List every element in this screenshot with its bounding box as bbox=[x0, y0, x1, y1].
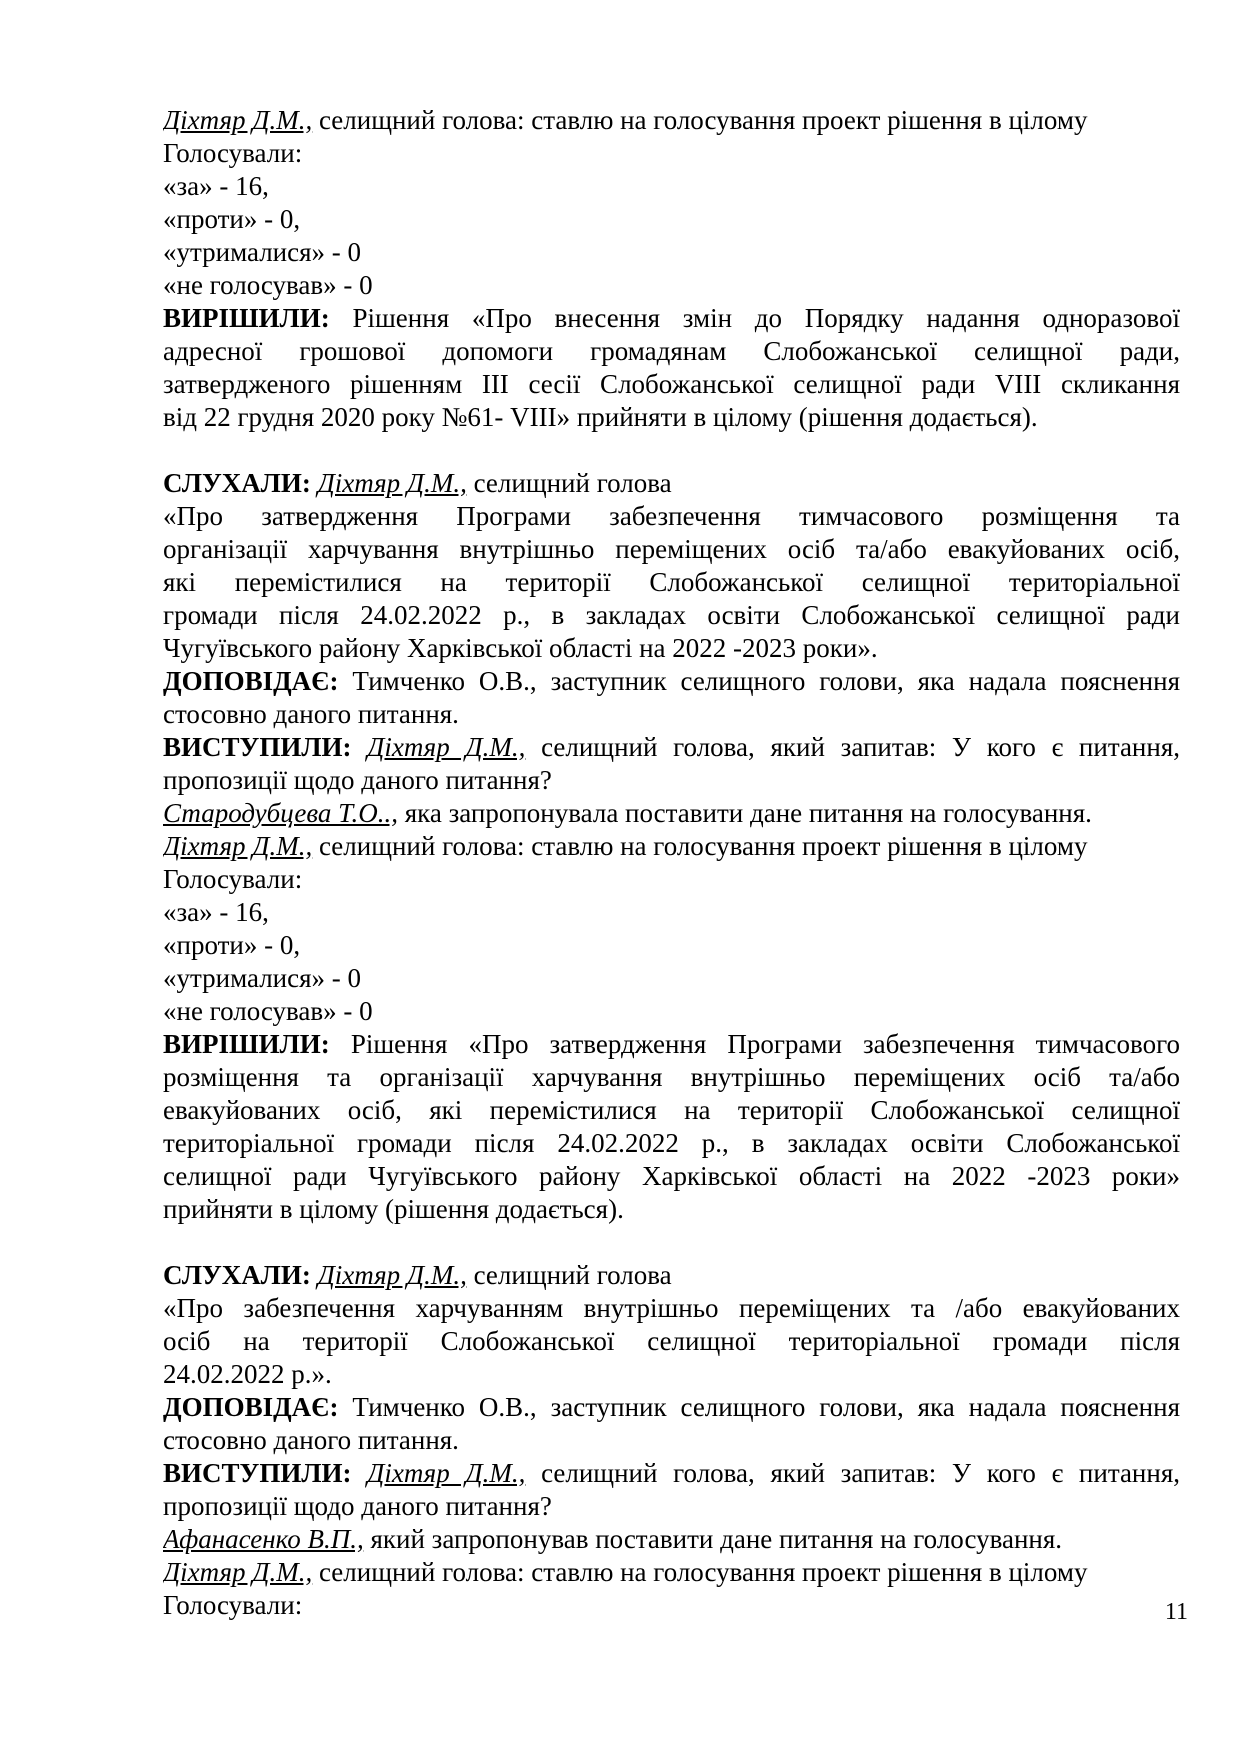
person-name: Діхтяр Д.М., bbox=[163, 831, 313, 861]
line-text: пропозиції щодо даного питання? bbox=[163, 1491, 552, 1521]
document-line bbox=[163, 1523, 1180, 1556]
paragraph-gap bbox=[163, 434, 1180, 467]
paragraph-gap bbox=[163, 1226, 1180, 1259]
line-text: 24.02.2022 р.». bbox=[163, 1359, 332, 1389]
document-line bbox=[163, 1127, 1180, 1160]
document-line bbox=[163, 467, 1180, 500]
document-line bbox=[163, 1358, 1180, 1391]
document-line bbox=[163, 269, 1180, 302]
line-text: «утрималися» - 0 bbox=[163, 963, 362, 993]
line-text: селищний голова, який запитав: У кого є питання, bbox=[525, 732, 1180, 762]
line-text: «не голосував» - 0 bbox=[163, 996, 373, 1026]
section-label: СЛУХАЛИ: bbox=[163, 1260, 311, 1290]
document-line bbox=[163, 929, 1180, 962]
person-name: Діхтяр Д.М., bbox=[317, 1260, 467, 1290]
line-text: селищний голова, який запитав: У кого є питання, bbox=[525, 1458, 1180, 1488]
line-text: «за» - 16, bbox=[163, 171, 269, 201]
line-text: розміщення та організації харчування внутрішньо переміщених осіб та/або bbox=[163, 1062, 1180, 1092]
document-line bbox=[163, 500, 1180, 533]
line-text: евакуйованих осіб, які перемістилися на території Слобожанської селищної bbox=[163, 1095, 1180, 1125]
line-text: «за» - 16, bbox=[163, 897, 269, 927]
document-line bbox=[163, 236, 1180, 269]
document-line bbox=[163, 698, 1180, 731]
document-line bbox=[163, 599, 1180, 632]
document-line bbox=[163, 731, 1180, 764]
document-line bbox=[163, 1391, 1180, 1424]
line-text: стосовно даного питання. bbox=[163, 699, 459, 729]
document-line bbox=[163, 137, 1180, 170]
line-text: адресної грошової допомоги громадянам Слобожанської селищної ради, bbox=[163, 336, 1180, 366]
document-line bbox=[163, 962, 1180, 995]
line-text: селищний голова: ставлю на голосування проект рішення в цілому bbox=[312, 105, 1088, 135]
line-text: громади після 24.02.2022 р., в закладах освіти Слобожанської селищної ради bbox=[163, 600, 1180, 630]
line-text: Чугуївського району Харківської області на 2022 -2023 роки». bbox=[163, 633, 878, 663]
person-name: Діхтяр Д.М., bbox=[163, 105, 313, 135]
document-line bbox=[163, 533, 1180, 566]
document-line bbox=[163, 1424, 1180, 1457]
line-text: селищної ради Чугуївського району Харківської області на 2022 -2023 роки» bbox=[163, 1161, 1180, 1191]
person-name: Діхтяр Д.М., bbox=[163, 1557, 313, 1587]
document-line bbox=[163, 1028, 1180, 1061]
line-text: осіб на території Слобожанської селищної територіальної громади після bbox=[163, 1326, 1180, 1356]
line-text: Голосували: bbox=[163, 864, 303, 894]
line-text: селищний голова bbox=[466, 468, 672, 498]
document-line bbox=[163, 764, 1180, 797]
document-line bbox=[163, 1061, 1180, 1094]
document-line bbox=[163, 170, 1180, 203]
document-line bbox=[163, 203, 1180, 236]
line-text: Тимченко О.В., заступник селищного голови, яка надала пояснення bbox=[338, 666, 1180, 696]
line-text: Голосували: bbox=[163, 138, 303, 168]
document-line bbox=[163, 368, 1180, 401]
line-text: територіальної громади після 24.02.2022 р., в закладах освіти Слобожанської bbox=[163, 1128, 1180, 1158]
line-text: «утрималися» - 0 bbox=[163, 237, 362, 267]
document-line bbox=[163, 104, 1180, 137]
line-text: селищний голова: ставлю на голосування проект рішення в цілому bbox=[312, 831, 1088, 861]
document-line bbox=[163, 566, 1180, 599]
line-text: затвердженого рішенням ІІІ сесії Слобожанської селищної ради VIII скликання bbox=[163, 369, 1180, 399]
line-text: «не голосував» - 0 bbox=[163, 270, 373, 300]
document-line bbox=[163, 401, 1180, 434]
line-text: організації харчування внутрішньо переміщених осіб та/або евакуйованих осіб, bbox=[163, 534, 1180, 564]
person-name: Діхтяр Д.М., bbox=[367, 1458, 526, 1488]
line-text: від 22 грудня 2020 року №61- VІІI» прийняти в цілому (рішення додається). bbox=[163, 402, 1038, 432]
document-line bbox=[163, 1160, 1180, 1193]
document-line bbox=[163, 995, 1180, 1028]
document-line bbox=[163, 302, 1180, 335]
document-line bbox=[163, 1589, 1180, 1622]
person-name: Афанасенко В.П., bbox=[163, 1524, 364, 1554]
line-text: «Про забезпечення харчуванням внутрішньо переміщених та /або евакуйованих bbox=[163, 1293, 1180, 1323]
document-line bbox=[163, 665, 1180, 698]
section-label: ВИСТУПИЛИ: bbox=[163, 1458, 352, 1488]
line-text: «Про затвердження Програми забезпечення тимчасового розміщення та bbox=[163, 501, 1180, 531]
line-text: «проти» - 0, bbox=[163, 930, 301, 960]
document-line bbox=[163, 863, 1180, 896]
section-label: ДОПОВІДАЄ: bbox=[163, 666, 339, 696]
line-text: прийняти в цілому (рішення додається). bbox=[163, 1194, 624, 1224]
document-line bbox=[163, 896, 1180, 929]
section-label: ВИРІШИЛИ: bbox=[163, 1029, 330, 1059]
line-text: пропозиції щодо даного питання? bbox=[163, 765, 552, 795]
person-name: Діхтяр Д.М., bbox=[317, 468, 467, 498]
line-text: який запропонував поставити дане питання на голосування. bbox=[363, 1524, 1063, 1554]
line-text: стосовно даного питання. bbox=[163, 1425, 459, 1455]
line-text: Тимченко О.В., заступник селищного голови, яка надала пояснення bbox=[338, 1392, 1180, 1422]
line-text: Рішення «Про внесення змін до Порядку надання одноразової bbox=[329, 303, 1180, 333]
section-label: ДОПОВІДАЄ: bbox=[163, 1392, 339, 1422]
document-line bbox=[163, 1325, 1180, 1358]
line-text: Рішення «Про затвердження Програми забезпечення тимчасового bbox=[329, 1029, 1180, 1059]
document-line bbox=[163, 1193, 1180, 1226]
line-text: «проти» - 0, bbox=[163, 204, 301, 234]
document-line bbox=[163, 1490, 1180, 1523]
document-line bbox=[163, 830, 1180, 863]
section-label: ВИРІШИЛИ: bbox=[163, 303, 330, 333]
document-body bbox=[163, 104, 1180, 1622]
line-text: яка запропонувала поставити дане питання на голосування. bbox=[397, 798, 1092, 828]
document-line bbox=[163, 335, 1180, 368]
document-line bbox=[163, 632, 1180, 665]
person-name: Діхтяр Д.М., bbox=[367, 732, 526, 762]
document-line bbox=[163, 1259, 1180, 1292]
page-number: 11 bbox=[1164, 1599, 1188, 1625]
document-line bbox=[163, 1457, 1180, 1490]
line-text: селищний голова: ставлю на голосування проект рішення в цілому bbox=[312, 1557, 1088, 1587]
document-line bbox=[163, 797, 1180, 830]
section-label: СЛУХАЛИ: bbox=[163, 468, 311, 498]
document-line bbox=[163, 1094, 1180, 1127]
line-text: селищний голова bbox=[466, 1260, 672, 1290]
document-line bbox=[163, 1292, 1180, 1325]
line-text: які перемістилися на території Слобожанської селищної територіальної bbox=[163, 567, 1180, 597]
line-text: Голосували: bbox=[163, 1590, 303, 1620]
person-name: Стародубцева Т.О.., bbox=[163, 798, 398, 828]
document-line bbox=[163, 1556, 1180, 1589]
section-label: ВИСТУПИЛИ: bbox=[163, 732, 352, 762]
